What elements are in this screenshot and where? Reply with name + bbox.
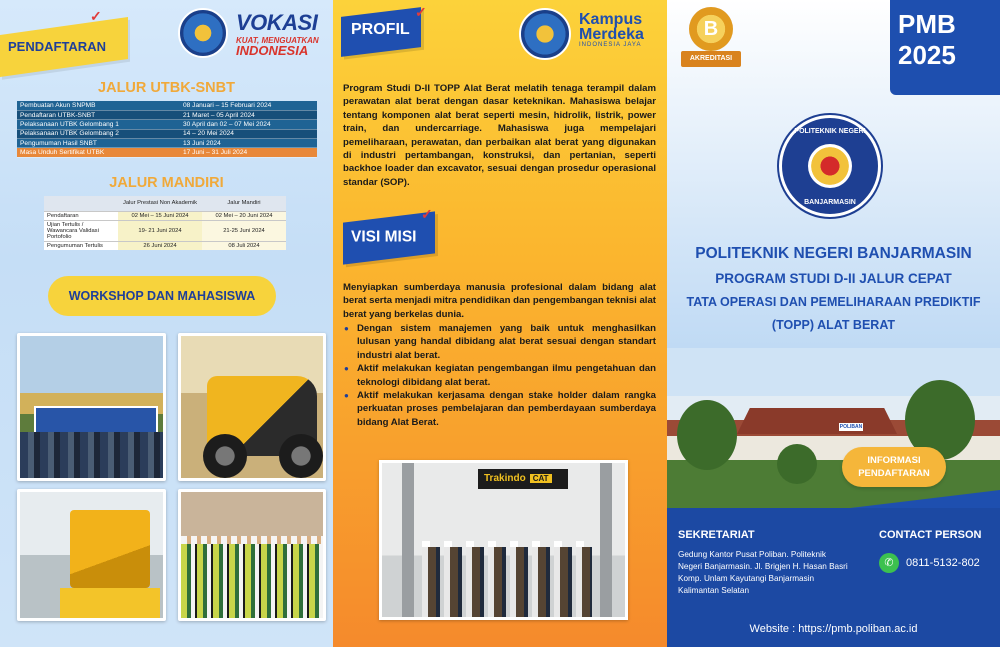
poliban-logo: POLITEKNIK NEGERI BANJARMASIN (779, 115, 881, 217)
utbk-row-date: 21 Maret – 05 April 2024 (180, 110, 317, 119)
profil-text: Program Studi D-II TOPP Alat Berat melatih tenaga terampil dalam perawatan alat berat dengan dasar keteknikan. Mahasiswa belajar tentang komponen alat berat seperti mesin, hidrolik, listrik, power train, dan undercarriage. Mahasiswa juga mempelajari pemeliharaan, perawatan, dan perbaikan alat berat yang digunakan di industri pertambangan, konstruksi, dan pertanian, seperti backhoe loader dan excavator, sesuai dengan prosedur operasional standar (SOP). (343, 83, 656, 188)
utbk-row-date: 30 April dan 02 – 07 Mei 2024 (180, 120, 317, 129)
visi-misi-ribbon: VISI MISI (343, 211, 435, 264)
visi-text: Menyiapkan sumberdaya manusia profesional dalam bidang alat berat serta menjadi mitra pendidikan dan pengembangan teknisi alat berat yang berkelas dunia. (343, 282, 656, 320)
utbk-row (17, 129, 317, 138)
mandiri-cell: Ujian Tertulis / Wawancara Validasi Portofolio (44, 220, 118, 241)
misi-item: ● Aktif melakukan kegiatan pengembangan ilmu pengetahuan dan teknologi dibidang alat berat. (343, 362, 656, 389)
mandiri-row (44, 211, 286, 220)
v-mark-icon: ✓ (421, 206, 433, 222)
mandiri-header (44, 196, 118, 211)
utbk-row-label: Masa Unduh Sertifikat UTBK (17, 148, 180, 157)
mandiri-cell: 08 Juli 2024 (202, 241, 286, 250)
utbk-row-label: Pengumuman Hasil SNBT (17, 139, 180, 148)
utbk-row-label: Pelaksanaan UTBK Gelombang 2 (17, 129, 180, 138)
utbk-title: JALUR UTBK-SNBT (98, 80, 235, 96)
right-panel (667, 0, 1000, 647)
left-panel (0, 0, 333, 647)
misi-item: ● Aktif melakukan kerjasama dengan stake holder dalam rangka perkuatan proses pembelajaran dan pemberdayaan sumberdaya bidang Alat Berat. (343, 389, 656, 429)
mandiri-schedule-table (44, 196, 286, 250)
whatsapp-icon[interactable]: ✆ (879, 553, 899, 573)
pmb-box: PMB 2025 (890, 0, 1000, 95)
misi-item: ● Dengan sistem manajemen yang baik untuk menghasilkan lulusan yang handal dibidang alat berat sesuai dengan standart industri alat berat. (343, 322, 656, 362)
program-name-line1: TATA OPERASI DAN PEMELIHARAAN PREDIKTIF (686, 295, 981, 309)
mandiri-cell: 21-25 Juni 2024 (202, 220, 286, 241)
mandiri-row (44, 241, 286, 250)
utbk-schedule-table (17, 101, 317, 158)
utbk-row-date: 08 Januari – 15 Februari 2024 (180, 101, 317, 110)
mandiri-header: Jalur Prestasi Non Akademik (118, 196, 202, 211)
utbk-row-date: 14 – 20 Mei 2024 (180, 129, 317, 138)
contact-phone[interactable]: 0811-5132-802 (906, 557, 980, 569)
utbk-row (17, 101, 317, 110)
vokasi-logo: VOKASI KUAT, MENGUATKAN INDONESIA (236, 10, 319, 58)
mandiri-cell: 02 Mei – 20 Juni 2024 (202, 211, 286, 220)
v-mark-icon: ✓ (90, 8, 102, 24)
mandiri-cell: Pendaftaran (44, 211, 118, 220)
tut-wuri-handayani-logo (178, 8, 228, 58)
mandiri-title: JALUR MANDIRI (109, 175, 224, 191)
institution-title: POLITEKNIK NEGERI BANJARMASIN (695, 245, 972, 262)
mandiri-cell: 26 Juni 2024 (118, 241, 202, 250)
utbk-row-label: Pembuatan Akun SNPMB (17, 101, 180, 110)
misi-list (343, 322, 656, 429)
v-mark-icon: ✓ (415, 4, 427, 20)
akreditasi-badge: B AKREDITASI (681, 7, 741, 67)
mandiri-row (44, 220, 286, 241)
utbk-row (17, 110, 317, 119)
students-photo (178, 489, 326, 621)
workshop-label: WORKSHOP DAN MAHASISWA (48, 276, 276, 316)
sekretariat-title: SEKRETARIAT (678, 529, 755, 541)
utbk-row (17, 139, 317, 148)
utbk-row-label: Pelaksanaan UTBK Gelombang 1 (17, 120, 180, 129)
utbk-row (17, 148, 317, 157)
mandiri-header: Jalur Mandiri (202, 196, 286, 211)
utbk-row-date: 13 Juni 2024 (180, 139, 317, 148)
sekretariat-address: Gedung Kantor Pusat Poliban. Politeknik Negeri Banjarmasin. Jl. Brigjen H. Hasan Basri Komp. Unlam Kayutangi Banjarmasin Kalimantan Selatan (678, 550, 848, 595)
trakindo-photo (379, 460, 628, 620)
kemdikbud-logo (519, 8, 571, 60)
mandiri-cell: 02 Mei – 15 Juni 2024 (118, 211, 202, 220)
profil-ribbon: PROFIL (341, 7, 421, 57)
contact-person-title: CONTACT PERSON (879, 529, 982, 541)
utbk-row (17, 120, 317, 129)
utbk-row-date: 17 Juni – 31 Juli 2024 (180, 148, 317, 157)
website-link[interactable]: Website : https://pmb.poliban.ac.id (749, 623, 918, 635)
workshop-photo-backhoe (178, 333, 326, 481)
informasi-pendaftaran-button[interactable]: INFORMASI PENDAFTARAN (842, 447, 946, 487)
workshop-photo-engine (17, 489, 166, 621)
trakindo-sign: Trakindo CAT (478, 469, 568, 489)
workshop-photo-group (17, 333, 166, 481)
mandiri-cell: Pengumuman Tertulis (44, 241, 118, 250)
pendaftaran-ribbon: PENDAFTARAN (0, 17, 128, 77)
kampus-merdeka-logo: Kampus Merdeka INDONESIA JAYA (579, 11, 644, 48)
program-name-line2: (TOPP) ALAT BERAT (771, 318, 896, 332)
program-title: PROGRAM STUDI D-II JALUR CEPAT (715, 271, 952, 286)
photo-people (20, 432, 163, 478)
mandiri-cell: 19- 21 Juni 2024 (118, 220, 202, 241)
campus-photo (667, 348, 1000, 508)
utbk-row-label: Pendaftaran UTBK-SNBT (17, 110, 180, 119)
campus-sign: POLIBAN (839, 424, 863, 430)
medal-icon: B (689, 7, 733, 51)
